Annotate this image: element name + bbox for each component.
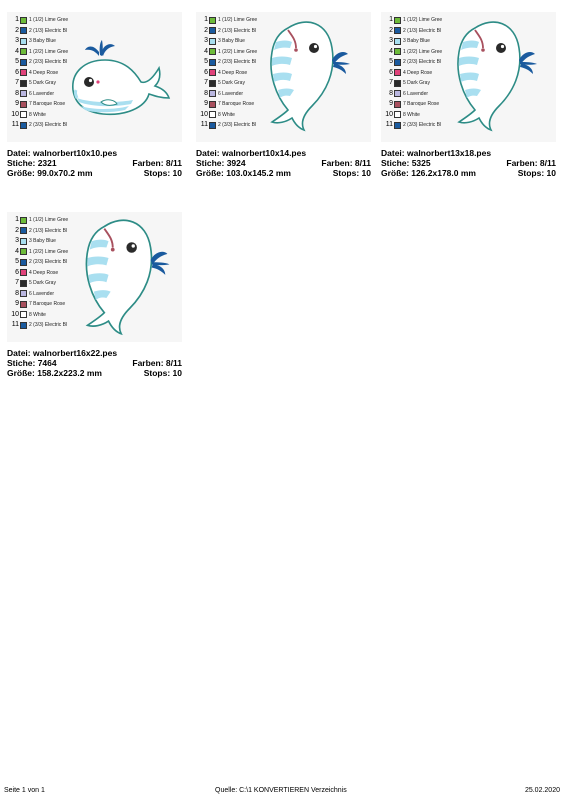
color-step-number: 8 [15,289,19,297]
thread-color-label: 3 Baby Blue [29,238,56,245]
thread-color-swatch [20,322,27,329]
color-step-number: 3 [204,37,208,45]
color-legend-row [196,47,257,58]
color-legend-row [7,47,68,58]
thread-color-swatch [20,122,27,129]
thread-color-label: 4 Deep Rose [218,69,248,76]
thread-color-label: 2 (3/3) Electric Bl [403,122,442,129]
color-legend-row [381,110,442,121]
stop-count: Stops: 10 [332,168,371,178]
color-legend-row [7,99,68,110]
color-step-number: 11 [11,121,19,129]
thread-color-swatch [20,69,27,76]
color-step-number: 9 [204,100,208,108]
color-legend-row [196,89,257,100]
color-step-number: 6 [15,268,19,276]
whale-vertical-icon [266,18,356,136]
thread-color-label: 2 (1/3) Electric Bl [403,27,442,34]
color-step-number: 6 [204,68,208,76]
color-legend-row [196,99,257,110]
thread-color-swatch [394,80,401,87]
thread-color-label: 3 Baby Blue [218,38,245,45]
color-legend-row [7,26,68,37]
color-legend-row [7,89,68,100]
source-path: Quelle: C:\1 KONVERTIEREN Verzeichnis [215,787,347,794]
color-step-number: 8 [15,89,19,97]
thread-color-swatch [394,122,401,129]
thread-color-label: 1 (2/2) Lime Gree [29,248,69,255]
color-step-number: 7 [15,279,19,287]
stitch-count: Stiche: 2321 [7,158,57,168]
color-legend-row [196,110,257,121]
color-legend [7,15,68,131]
color-step-number: 9 [389,100,393,108]
thread-color-label: 1 (2/2) Lime Gree [29,48,69,55]
thread-color-label: 5 Dark Gray [29,80,56,87]
color-legend-row [381,99,442,110]
color-step-number: 1 [15,216,19,224]
design-thumbnail [7,212,182,342]
color-step-number: 7 [389,79,393,87]
color-step-number: 11 [385,121,393,129]
color-step-number: 2 [389,26,393,34]
thread-color-swatch [394,90,401,97]
color-step-number: 2 [204,26,208,34]
thread-color-label: 1 (2/2) Lime Gree [403,48,443,55]
thread-color-label: 1 (1/2) Lime Gree [29,17,69,24]
color-step-number: 3 [389,37,393,45]
thread-color-swatch [394,111,401,118]
thread-color-label: 2 (2/3) Electric Bl [218,59,257,66]
thread-color-label: 7 Baroque Rose [29,301,66,308]
color-legend-row [7,57,68,68]
stop-count: Stops: 10 [143,168,182,178]
thread-color-label: 8 White [218,111,235,118]
color-legend-row [7,215,68,226]
color-legend-row [196,57,257,68]
stitch-count: Stiche: 3924 [196,158,246,168]
color-step-number: 6 [389,68,393,76]
thread-color-label: 4 Deep Rose [29,269,59,276]
thread-color-swatch [394,48,401,55]
color-step-number: 6 [15,68,19,76]
stitch-count: Stiche: 7464 [7,358,57,368]
color-legend-row [7,36,68,47]
thread-color-swatch [209,59,216,66]
thread-color-swatch [209,69,216,76]
color-step-number: 2 [15,226,19,234]
thread-color-label: 2 (3/3) Electric Bl [218,122,257,129]
design-size: Größe: 103.0x145.2 mm [196,168,291,178]
whale-vertical-icon [81,216,176,340]
design-thumbnail [381,12,556,142]
color-legend-row [7,299,68,310]
whale-vertical-icon [453,18,543,136]
thread-color-swatch [20,238,27,245]
thread-color-swatch [20,48,27,55]
thread-color-swatch [209,101,216,108]
thread-color-label: 2 (1/3) Electric Bl [218,27,257,34]
color-legend-row [196,36,257,47]
color-legend-row [7,68,68,79]
design-size: Größe: 99.0x70.2 mm [7,168,93,178]
color-legend-row [381,26,442,37]
thread-color-label: 8 White [29,111,46,118]
color-step-number: 11 [200,121,208,129]
thread-color-swatch [209,90,216,97]
thread-color-label: 8 White [29,311,46,318]
design-info [7,348,182,378]
thread-color-label: 2 (1/3) Electric Bl [29,227,68,234]
color-legend-row [7,257,68,268]
thread-color-swatch [209,17,216,24]
color-legend-row [381,47,442,58]
file-name: Datei: walnorbert10x10.pes [7,148,118,158]
design-card-3 [381,12,556,178]
color-legend-row [7,320,68,331]
thread-color-label: 5 Dark Gray [29,280,56,287]
thread-color-swatch [209,27,216,34]
color-legend-row [7,236,68,247]
color-legend [196,15,257,131]
thread-color-swatch [20,280,27,287]
thread-color-label: 3 Baby Blue [29,38,56,45]
color-legend-row [381,57,442,68]
color-step-number: 4 [204,47,208,55]
design-info [196,148,371,178]
color-step-number: 5 [204,58,208,66]
design-size: Größe: 126.2x178.0 mm [381,168,476,178]
color-step-number: 10 [11,310,19,318]
thread-color-label: 6 Lavender [403,90,429,97]
color-step-number: 4 [389,47,393,55]
thread-color-swatch [20,217,27,224]
color-count: Farben: 8/11 [132,358,182,368]
color-step-number: 5 [15,258,19,266]
color-step-number: 10 [200,110,208,118]
color-step-number: 10 [385,110,393,118]
color-step-number: 4 [15,247,19,255]
thread-color-swatch [20,259,27,266]
color-legend-row [381,68,442,79]
page-number: Seite 1 von 1 [4,787,45,794]
color-step-number: 5 [15,58,19,66]
color-step-number: 9 [15,300,19,308]
color-legend [7,215,68,331]
thread-color-swatch [394,17,401,24]
thread-color-swatch [20,27,27,34]
thread-color-swatch [394,38,401,45]
thread-color-label: 6 Lavender [29,290,55,297]
thread-color-label: 7 Baroque Rose [403,101,440,108]
color-legend [381,15,442,131]
color-step-number: 7 [15,79,19,87]
thread-color-label: 1 (1/2) Lime Gree [218,17,258,24]
thread-color-swatch [20,90,27,97]
thread-color-swatch [20,17,27,24]
color-step-number: 10 [11,110,19,118]
thread-color-label: 1 (1/2) Lime Gree [29,217,69,224]
color-legend-row [7,15,68,26]
color-step-number: 4 [15,47,19,55]
whale-horizontal-icon [63,38,173,118]
thread-color-label: 2 (2/3) Electric Bl [29,259,68,266]
thread-color-label: 4 Deep Rose [29,69,59,76]
thread-color-swatch [394,69,401,76]
thread-color-swatch [394,59,401,66]
color-step-number: 1 [15,16,19,24]
thread-color-label: 7 Baroque Rose [218,101,255,108]
design-thumbnail [196,12,371,142]
thread-color-label: 4 Deep Rose [403,69,433,76]
print-date: 25.02.2020 [524,787,560,794]
thread-color-swatch [209,122,216,129]
color-legend-row [196,26,257,37]
color-legend-row [7,247,68,258]
design-size: Größe: 158.2x223.2 mm [7,368,102,378]
thread-color-swatch [394,27,401,34]
file-name: Datei: walnorbert16x22.pes [7,348,118,358]
thread-color-label: 1 (1/2) Lime Gree [403,17,443,24]
file-name: Datei: walnorbert13x18.pes [381,148,492,158]
thread-color-swatch [394,101,401,108]
thread-color-label: 2 (2/3) Electric Bl [29,59,68,66]
thread-color-label: 2 (3/3) Electric Bl [29,122,68,129]
color-step-number: 5 [389,58,393,66]
color-legend-row [381,120,442,131]
stitch-count: Stiche: 5325 [381,158,431,168]
color-step-number: 7 [204,79,208,87]
thread-color-swatch [20,227,27,234]
thread-color-swatch [20,311,27,318]
color-legend-row [196,120,257,131]
stop-count: Stops: 10 [517,168,556,178]
color-legend-row [196,78,257,89]
color-count: Farben: 8/11 [321,158,371,168]
design-card-4 [7,212,182,378]
color-legend-row [381,15,442,26]
thread-color-label: 2 (2/3) Electric Bl [403,59,442,66]
design-thumbnail [7,12,182,142]
color-count: Farben: 8/11 [506,158,556,168]
color-legend-row [7,310,68,321]
thread-color-swatch [20,248,27,255]
thread-color-swatch [20,269,27,276]
stop-count: Stops: 10 [143,368,182,378]
thread-color-label: 1 (2/2) Lime Gree [218,48,258,55]
thread-color-label: 2 (3/3) Electric Bl [29,322,68,329]
thread-color-swatch [20,38,27,45]
design-card-2 [196,12,371,178]
color-step-number: 3 [15,237,19,245]
thread-color-label: 7 Baroque Rose [29,101,66,108]
color-step-number: 9 [15,100,19,108]
thread-color-swatch [209,80,216,87]
thread-color-swatch [20,290,27,297]
thread-color-label: 3 Baby Blue [403,38,430,45]
thread-color-swatch [20,101,27,108]
color-legend-row [381,89,442,100]
thread-color-swatch [20,80,27,87]
thread-color-label: 5 Dark Gray [218,80,245,87]
color-step-number: 8 [389,89,393,97]
thread-color-swatch [20,59,27,66]
thread-color-label: 2 (1/3) Electric Bl [29,27,68,34]
thread-color-label: 6 Lavender [218,90,244,97]
thread-color-swatch [209,111,216,118]
color-legend-row [7,268,68,279]
color-step-number: 8 [204,89,208,97]
color-legend-row [7,110,68,121]
thread-color-swatch [20,111,27,118]
file-name: Datei: walnorbert10x14.pes [196,148,307,158]
design-card-1 [7,12,182,178]
thread-color-swatch [209,38,216,45]
color-legend-row [7,78,68,89]
color-legend-row [381,78,442,89]
thread-color-label: 5 Dark Gray [403,80,430,87]
color-step-number: 3 [15,37,19,45]
color-step-number: 1 [389,16,393,24]
color-step-number: 11 [11,321,19,329]
color-count: Farben: 8/11 [132,158,182,168]
color-legend-row [7,278,68,289]
thread-color-label: 6 Lavender [29,90,55,97]
thread-color-swatch [20,301,27,308]
design-info [7,148,182,178]
color-legend-row [7,120,68,131]
color-legend-row [7,226,68,237]
color-step-number: 2 [15,26,19,34]
thread-color-swatch [209,48,216,55]
color-legend-row [196,15,257,26]
color-legend-row [7,289,68,300]
color-step-number: 1 [204,16,208,24]
color-legend-row [381,36,442,47]
thread-color-label: 8 White [403,111,420,118]
color-legend-row [196,68,257,79]
design-info [381,148,556,178]
